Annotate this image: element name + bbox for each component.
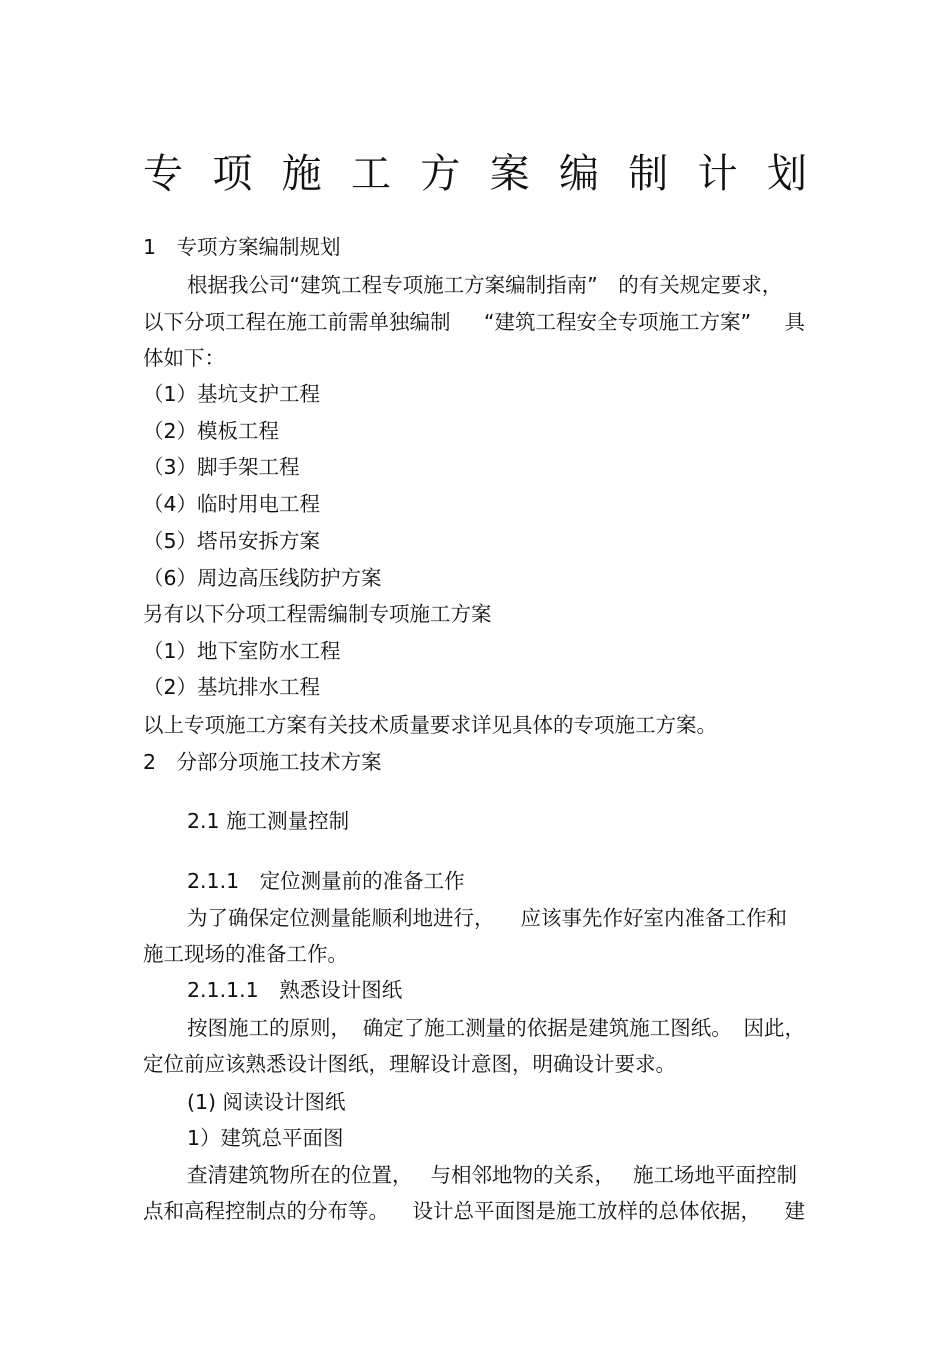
title-char: 项 [212,151,253,197]
title-char: 专 [143,151,183,197]
title-char: 编 [558,151,599,197]
title-char: 计 [697,151,738,197]
list-item: (1) 阅读设计图纸 [187,1090,346,1114]
heading-2-1-1: 2.1.1 定位测量前的准备工作 [187,869,465,893]
text-fragment: 确定了施工测量的依据是建筑施工图纸。 [362,1016,732,1040]
list-item: （4）临时用电工程 [143,492,321,516]
title-char: 施 [281,151,322,197]
text-fragment: 施工场地平面控制 [633,1163,797,1187]
section-2-heading: 2 分部分项施工技术方案 [143,750,382,774]
text-fragment: 设计总平面图是施工放样的总体依据， [412,1199,761,1223]
text-fragment: 与相邻地物的关系， [430,1163,615,1187]
list-item: （2）模板工程 [143,419,280,443]
text-fragment: 建 [784,1199,805,1223]
title-char: 工 [350,151,391,197]
title-char: 案 [489,151,530,197]
paragraph-6-line-2 [143,1197,805,1225]
text-fragment: 因此， [743,1016,805,1040]
list-item: （5）塔吊安拆方案 [143,529,321,553]
paragraph-1-line-2 [143,308,805,336]
paragraph-1-line-3: 体如下： [143,346,225,370]
title-char: 制 [628,151,669,197]
text-fragment: 以下分项工程在施工前需单独编制 [143,310,451,334]
list-item: （6）周边高压线防护方案 [143,566,382,590]
paragraph-1-line-1: 根据我公司“建筑工程专项施工方案编制指南” 的有关规定要求， [187,273,783,297]
text-fragment: 应该事先作好室内准备工作和 [520,906,787,930]
list-item: （1）地下室防水工程 [143,639,341,663]
text-fragment: 查清建筑物所在的位置， [187,1163,413,1187]
heading-2-1: 2.1 施工测量控制 [187,809,350,833]
text-fragment: 具 [784,310,805,334]
heading-2-1-1-1: 2.1.1.1 熟悉设计图纸 [187,978,403,1002]
document-title [143,148,807,200]
list-item: （2）基坑排水工程 [143,675,321,699]
title-char: 方 [420,151,461,197]
paragraph-2: 另有以下分项工程需编制专项施工方案 [143,602,492,626]
paragraph-4-line-1 [187,904,787,932]
title-char: 划 [766,151,807,197]
text-fragment: “建筑工程安全专项施工方案” [483,310,752,334]
text-fragment: 为了确保定位测量能顺利地进行， [187,906,495,930]
text-fragment: 点和高程控制点的分布等。 [143,1199,389,1223]
list-item: 1）建筑总平面图 [187,1126,344,1150]
text-fragment: 按图施工的原则， [187,1016,351,1040]
list-item: （1）基坑支护工程 [143,382,321,406]
paragraph-5-line-1 [187,1014,805,1042]
paragraph-5-line-2: 定位前应该熟悉设计图纸，理解设计意图，明确设计要求。 [143,1052,676,1076]
section-1-heading: 1 专项方案编制规划 [143,235,341,259]
list-item: （3）脚手架工程 [143,455,300,479]
paragraph-4-line-2: 施工现场的准备工作。 [143,942,348,966]
paragraph-3: 以上专项施工方案有关技术质量要求详见具体的专项施工方案。 [143,713,717,737]
paragraph-6-line-1 [187,1161,797,1189]
